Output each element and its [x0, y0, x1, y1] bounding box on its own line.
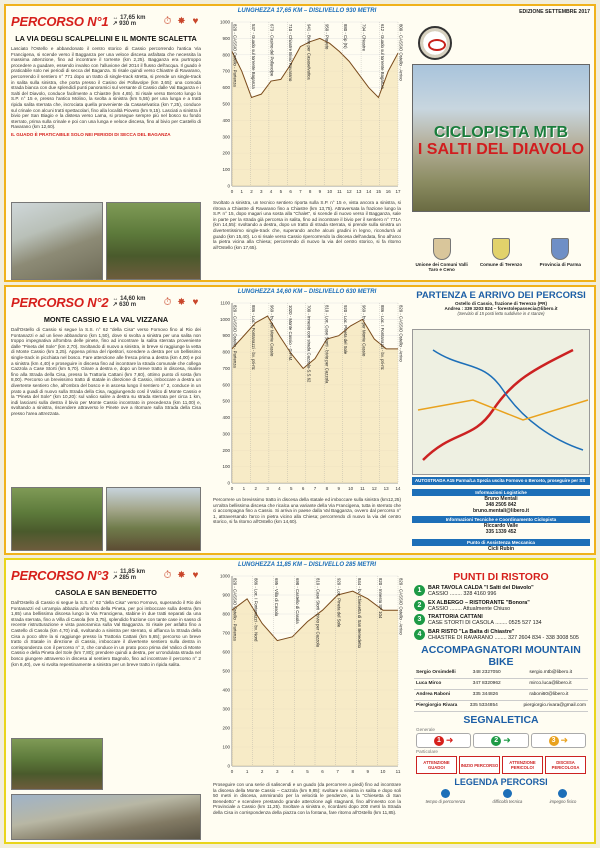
guide-name: Piergiorgio Rivara [416, 703, 458, 709]
y-tick-label: 900 [222, 35, 230, 41]
x-tick-label: 1 [245, 769, 249, 774]
route-2-title: PERCORSO N°2 [11, 294, 109, 310]
guide-phone: 335 344826 [472, 692, 499, 698]
x-tick-label: 11 [395, 769, 401, 774]
ristoro-number: 1 [414, 585, 425, 596]
y-tick-label: 400 [222, 415, 230, 421]
effort-icon: ♥ [192, 15, 199, 27]
y-tick-label: 700 [222, 365, 230, 371]
route-1-title: PERCORSO N°1 [11, 13, 109, 29]
waypoint-label: 820 - CASSIO Ostello - Partenza [232, 578, 238, 641]
ostello-address: Ostello di Cassio, frazione di Terenzo (PR) [454, 301, 548, 306]
x-tick-label: 12 [371, 486, 377, 491]
route-2-text: Dall'Ostello di Cassio si segue la S.S. n° 62 "della Cisa" verso Fornovo fino al Rio dei Fontanazzi e ad un lieve abbandono (km 1,50), dove si svolta a sinistra per una salita non troppo impegnativa all'ombra delle pinete, fino ad incontrare la salita sterrata proveniente dalle "Pineta del Sole" (km 2,70). Svoltando di nuovo a sinistra, in breve si raggiunge la vetta di Monte Cassio (km 3,25). Appena prima del ripetitori, scendere a destra per un bellissimo single-track in picchiata nel bosco. Fare attenzione alle fresca prima a destra (km 4,00) e poi a sinistra (km 4,40) e proseguire in discesa fino ad incontrare la strada comunale che collega Cazzola a Case Storti (km 5,70). Girare a destra e, dopo un breve tratto in discesa, risalire fino alla Strada della Cisa, presso la Trattoria Cattani (km 7,60), ottimo punto di sosta (km 8,00). Percorso un brevissimo tratto di statale in direzione di Cassio, imboccare a destra un divertente sentiero che, all'ombra del bosco e in ascesa lungo il sentiero n° 2, conduce in un prato a guadi di nuovo sulla Strada della Cisa, raggiungendo così il Valico di Monte Cassio e la "Pineta del Sole" (km 10,20): sul valico salire a destra su strada sterrata per circa 1 km, indi lasciarsi sulla destra il bivio per Monte Cassio incontrato in precedenza (km 11,00) e, svoltando a sinistra, riscendere attraverso le Pinete ove a ritornare sulla Strada della Cisa presso l'area attrezzata. [11, 327, 201, 416]
y-tick-label: 300 [222, 706, 230, 712]
warning-sign: INIZIO PERCORSO [459, 756, 500, 774]
y-tick-label: 700 [222, 68, 230, 74]
y-tick-label: 700 [222, 630, 230, 636]
legenda-title: LEGENDA PERCORSI [454, 777, 548, 788]
route-sign [473, 733, 528, 748]
route-sign [531, 733, 586, 748]
highway-line [418, 400, 588, 420]
guide-name: Andrea Raboni [416, 692, 451, 698]
mtb-icon: ✸ [177, 569, 186, 581]
guide-phone: 335 5334854 [469, 703, 498, 709]
waypoint-label: 673 - Casino del Pollavolpe [269, 24, 275, 77]
waypoint-label: 800 - CASSIO Ostello - Arrivo [398, 24, 404, 81]
x-tick-label: 11 [337, 189, 342, 194]
x-tick-label: 9 [318, 189, 322, 194]
guide-name: Luca Mirco [416, 681, 442, 687]
waypoint-label: 810 - Loc. Case Storti - bivio per Cazzola [324, 305, 330, 384]
route-1-description [6, 6, 206, 280]
y-tick-label: 1000 [219, 19, 230, 25]
ristoro-item [414, 600, 588, 613]
waypoint-label: 920 - Loc. Pineta del Sole [336, 578, 342, 628]
waypoint-label: 612 - Guado sul torrente Baganza [380, 24, 386, 89]
route-2-photo-road [106, 487, 201, 551]
waypoint-label: 537 - Guado sul torrente Baganza [250, 24, 256, 89]
mtb-icon: ✸ [177, 15, 186, 27]
x-tick-label: 16 [385, 189, 391, 194]
ristoro-place: CASSIO ........ Attualmente Chiuso [428, 605, 511, 612]
partner-logos [412, 238, 590, 272]
x-tick-label: 9 [366, 769, 370, 774]
x-tick-label: 10 [348, 486, 354, 491]
clock-icon: ⏱ [163, 15, 172, 27]
x-tick-label: 13 [383, 486, 389, 491]
ristoro-list [412, 585, 590, 641]
x-tick-label: 7 [336, 769, 339, 774]
clock-icon: ⏱ [163, 296, 172, 308]
route-2-band [4, 285, 596, 555]
guide-name: Sergio Orsimdelli [416, 670, 456, 676]
x-tick-label: 2 [254, 486, 257, 491]
guide-email: sergio.mtb@libero.it [529, 670, 573, 676]
route-sign-number: 1 [434, 736, 444, 746]
y-tick-label: 1100 [220, 300, 230, 306]
y-tick-label: 500 [222, 668, 230, 674]
x-tick-label: 6 [321, 769, 324, 774]
x-tick-label: 6 [289, 189, 292, 194]
partenza-title: PARTENZA E ARRIVO DEI PERCORSI [416, 290, 586, 301]
x-tick-label: 3 [276, 769, 279, 774]
x-tick-label: 13 [356, 189, 362, 194]
route-1-profile [208, 6, 406, 280]
x-tick-label: 4 [269, 189, 273, 194]
particolare-label: Particolare [416, 749, 438, 755]
route-sign-number: 3 [549, 736, 559, 746]
info-logistiche: Informazioni Logistiche Bruno Mentali 348 2505 842 bruno.mentali@libero.it [412, 489, 590, 514]
ristoro-number: 4 [414, 629, 425, 640]
waypoint-label: 698 - Castello di Casola [294, 578, 300, 624]
waypoint-label: 1020 - Monte Cassio - G.P.M. [287, 305, 293, 362]
x-tick-label: 3 [260, 189, 263, 194]
legend-item [426, 789, 466, 804]
waypoint-label: 794 - Chiastre [361, 24, 367, 51]
info-tecniche: Informazioni Tecniche e Coordinamento Ciclopista Riccardo Valle 335 1339 452 [412, 516, 590, 535]
x-tick-label: 4 [291, 769, 294, 774]
route-2-photo-trail [11, 487, 103, 551]
y-tick-label: 900 [222, 333, 230, 339]
y-tick-label: 1000 [219, 573, 230, 579]
main-title-line-2: I SALTI DEL DIAVOLO [417, 141, 585, 158]
x-tick-label: 10 [380, 769, 386, 774]
autostrada-directions: AUTOSTRADA A15 Parma/La Spezia uscita Fornovo o Berceto, proseguire per SS [412, 477, 590, 485]
route-sign [416, 733, 471, 748]
x-tick-label: 7 [313, 486, 317, 491]
ristoro-place: CASSIO ........ 328 4160 996 [428, 591, 497, 598]
waypoint-label: 820 - Innesto SP 104 [377, 578, 383, 619]
legend-item [493, 789, 523, 804]
legenda-items [412, 789, 590, 804]
route-3-title: PERCORSO N°3 [11, 567, 109, 583]
route-arrows [416, 733, 586, 748]
ristoro-number: 2 [414, 600, 425, 611]
x-tick-label: 5 [279, 189, 283, 194]
y-tick-label: 900 [222, 592, 230, 598]
waypoint-label: 886 - Loc. I Fontanazzi - bv. pti-rtc [380, 305, 386, 370]
y-tick-label: 200 [222, 725, 230, 731]
route-1-band [4, 4, 596, 282]
route-2-profile-title: LUNGHEZZA 14,60 KM – DISLIVELLO 630 METRI [237, 289, 377, 295]
main-title-line-1: CICLOPISTA MTB [433, 124, 569, 141]
warning-signs [416, 756, 586, 774]
y-tick-label: 600 [222, 649, 230, 655]
legend-label: difficoltà tecnica [492, 799, 523, 805]
x-tick-label: 1 [240, 189, 244, 194]
legend-item [550, 789, 577, 804]
waypoint-label: 820 - CASSIO Ostello - Partenza [232, 24, 238, 87]
warning-sign: ATTENZIONE GUADO! [416, 756, 457, 774]
x-tick-label: 6 [301, 486, 305, 491]
ostello-note: (Servizio di 15 posti letto suddivise in 4 stanze) [457, 311, 545, 316]
river-line [433, 350, 583, 450]
y-tick-label: 100 [222, 744, 230, 750]
area-map [412, 329, 590, 475]
x-tick-label: 12 [346, 189, 352, 194]
ristoro-name: EX ALBERGO – RISTORANTE "Bonora" [428, 599, 530, 606]
title-panel [408, 6, 594, 280]
guide-row [414, 690, 588, 701]
ristoro-title: PUNTI DI RISTORO [453, 571, 549, 583]
x-tick-label: 2 [250, 189, 253, 194]
terenzo-logo: Comune di Terenzo [473, 238, 528, 272]
arrow-right-icon: ➜ [445, 735, 454, 746]
ciclopista-logo [418, 26, 452, 60]
route-1-elevation-chart [212, 18, 402, 198]
route-1-warning: IL GUADO È PRATICABILE SOLO NEI PERIODI DI SECCA DEL BAGANZA [11, 131, 171, 137]
x-tick-label: 7 [299, 189, 302, 194]
waypoint-label: 969 - bv. per Monte Cassio [269, 305, 275, 357]
effort-icon: ♥ [192, 296, 199, 308]
route-1-text: Lasciato l'Ostello e abbandonato il centro storico di Cassio percorrendo l'antica Via Francigena, si scende verso il Bagganza per una veloce discesa asfaltata che necessita la massima attenzione, fino ad incontrare il torrente (km 2,25). Bagganza era purtroppo procedere a guadare, essendo invalso con l'alluvione del 2014 il flusso dell'acqua. Il guado è praticabile solo nei periodi di secca del Baganza. Si risale quindi verso Chiastre di Ravarano, percorrendo il sentiero n° 771 dopo un tratto di single-track stretta, si prende un single-track in salita sulla sinistra, che porta presso il Casino dei Pollavolpe (km 3,65): una comoda strada bianca con due splendidi punti panoramici sul versante di Cassio dalle Val Baganza e i Salti del Diavolo, conduce facilmente a Chiastre (km 4,65). Si risale verso Berceto lungo la S.P. n° 15 e, presso l'antico Molino, la svolta a sinistra (km 5,55) per una lunga e a tratti ripida salita sterrata che, incrociata quella proveniente da Casaselvatica (km 7,25), conduce sul crinale con alcuni tratti spettacolari, fino alla località Pioveto (km 9,15). Lasciati a sinistra il bivio per San Biagio e la distesa verso Lama, si prosegue sempre più nel bosco su fondo sterrato, prima sulla crinale e poi con una lunga e veloce discesa, fino al bivio per Castello di Ravarano (km 12,60). IL GUADO È PRATICABILE SOLO NEI PERIODI DI SECCA DEL BAGANZA [11, 46, 201, 137]
edition-label: EDIZIONE SETTEMBRE 2017 [519, 9, 590, 15]
route-3-photo-village [11, 738, 103, 790]
route-2-elevation-chart [212, 299, 402, 495]
ristoro-item [414, 614, 588, 627]
route-2-description [6, 287, 206, 553]
y-tick-label: 800 [222, 611, 230, 617]
x-tick-label: 0 [230, 486, 234, 491]
route-1-photo-forest [106, 202, 201, 280]
guide-row [414, 701, 588, 712]
waypoint-label: 844 - bv. Chiesetta di San Benedetto [357, 578, 362, 648]
waypoint-label: 820 - CASSIO Ostello - Arrivo [398, 578, 404, 635]
x-tick-label: 0 [230, 189, 234, 194]
route-1-profile-title: LUNGHEZZA 17,65 KM – DISLIVELLO 930 METRI [237, 8, 377, 14]
y-tick-label: 1000 [219, 316, 230, 322]
x-tick-label: 8 [325, 486, 329, 491]
y-tick-label: 600 [222, 85, 230, 91]
guide-email: piergiorgio.rivara@gmail.com [523, 703, 586, 709]
accompagnatori-title: ACCOMPAGNATORI MOUNTAIN BIKE [421, 644, 581, 669]
y-tick-label: 500 [222, 101, 230, 107]
waypoint-label: 941 - Bivio per Casaselvatica [306, 24, 312, 80]
x-tick-label: 14 [366, 189, 372, 194]
route-1-stats: ↔ 17,65 km ↗ 930 m [112, 15, 146, 27]
y-tick-label: 100 [222, 167, 230, 173]
route-3-description [6, 560, 206, 842]
start-info-panel [408, 287, 594, 553]
clock-icon: ⏱ [163, 569, 172, 581]
waypoint-label: 820 - CASSIO Ostello - Arrivo [398, 305, 404, 362]
legend-label: impegno fisico [549, 799, 577, 805]
waypoint-label: 710 - Chiastre Bivio Ravarano [287, 24, 293, 82]
x-tick-label: 0 [230, 769, 234, 774]
guide-email: mirco.luca@libero.it [529, 681, 572, 687]
route-1-difficulty [162, 16, 201, 27]
route-3-text-2: Proseguire con una serie di saliscendi e un guado (da percorrere a piedi) fino ad incontrare la discesa della Monte Cassio – Cazzola (km 9,85): svoltare a sinistra in salita e dopo soli 50 metri in discesa, ammirando per la velocità le pendenze, a la "Chiesetta di San Benedetto" e scendere prestando grande attenzione agli stagnanti, fino all'innesto con la Provinciale a Cassio (km 11,25). Svoltare a sinistra e, ricordarsi dopo 200 metri la Strada della Cisa in corrispondenza della piazza con la fontana, fare ritorno all'Ostello (km 11,85). [213, 782, 401, 815]
y-tick-label: 0 [227, 480, 230, 486]
route-1-photo-rocks [11, 202, 103, 280]
parma-logo: Provincia di Parma [533, 238, 588, 272]
x-tick-label: 11 [360, 486, 365, 491]
x-tick-label: 15 [375, 189, 381, 194]
generale-label: Generale [416, 727, 435, 733]
route-3-stats: ↔ 11,85 km ↗ 285 m [112, 569, 146, 581]
x-tick-label: 9 [337, 486, 340, 491]
route-3-band [4, 558, 596, 844]
route-sign-number: 2 [491, 736, 501, 746]
arrow-right-icon: ➜ [503, 735, 511, 746]
ristoro-place: CASE STORTI DI CASOLA ........ 0525 527 134 [428, 620, 542, 627]
x-tick-label: 3 [266, 486, 269, 491]
route-3-photo-rocks [11, 794, 201, 840]
ristoro-number: 3 [414, 614, 425, 625]
x-tick-label: 1 [242, 486, 246, 491]
ristoro-name: BAR TAVOLA CALDA "I Salti del Diavolo" [428, 585, 534, 591]
waypoint-label: 886 - Loc. I Fontanazzi - bv. pti-rtc [250, 305, 256, 370]
waypoint-label: 950 - Pioveto [324, 24, 330, 50]
guide-phone: 347 8320962 [472, 681, 501, 687]
x-tick-label: 14 [395, 486, 401, 491]
effort-icon: ♥ [192, 569, 199, 581]
route-2-stats: ↔ 14,60 km ↗ 630 m [112, 296, 146, 308]
arrow-right-icon: ➜ [560, 735, 569, 746]
legend-icon [503, 789, 512, 798]
waypoint-label: 969 - bv. per Monte Cassio [361, 305, 367, 357]
legend-label: tempo di percorrenza [425, 799, 466, 805]
segnaletica-title: SEGNALETICA [463, 714, 539, 727]
x-tick-label: 10 [327, 189, 333, 194]
ristoro-item [414, 585, 588, 598]
route-3-text: Dall'Ostello di Cassio si segue la S.S. n° 62 "della Cisa" verso Fornovo, superando il Rio dei Fontanazzi ed un'ampia abbazia all'ombra della Pineta, per poi imboccare sulla destra (km 1,65) una bellissima discesa lungo la Via Francigena, stabine in due tratti separati da una strada sterrata, fino a Villa di Casola (km 3,75), splendido frazione con tante case in sasso di recente ristrutturazione e vista panoramica sulla Val Bagganza. Si risale per asfalto fino a Castello di Casola (km 4,70) indi, svoltando a sinistra per sterrato, si affianca la Strada della Cisa a poco oltre la si raggiunge presso la Trattoria Cattani (km 5,65); percorso un breve tratto di Statale in direzione di Cassio, imboccare il divertente sentiero sulla destra in corrispondenza con il percorso n° 2, che conduce in un prato poco prima del Valico di Monte Cassio e della Pineta del Sole (km 7,80); prendere quindi a destra, per un'ondulata strada nel bosco giungere attraverso in discesa al sentiero Bagnolo, fino ad incontrare il percorso n° 2 (km 8,40), ove si svolta repentinamente a sinistra per un breve tratto in ripida salita. [11, 600, 201, 667]
route-3-elevation-chart [212, 572, 402, 778]
ristoro-place: CHIASTRE DI RAVARANO ........ 327 2604 834 - 338 3008 505 [428, 635, 579, 642]
y-tick-label: 600 [222, 382, 230, 388]
y-tick-label: 200 [222, 447, 230, 453]
ristoro-item [414, 629, 588, 642]
y-tick-label: 0 [227, 183, 230, 189]
x-tick-label: 5 [306, 769, 309, 774]
route-3-profile-title: LUNGHEZZA 11,85 KM – DISLIVELLO 285 METRI [237, 562, 377, 568]
legend-icon [441, 789, 450, 798]
legend-icon [558, 789, 567, 798]
guide-row [414, 679, 588, 690]
route-3-subtitle: CASOLA E SAN BENEDETTO [55, 588, 157, 597]
guide-phone: 348 2327050 [472, 670, 501, 676]
waypoint-label: 810 - Case Storti - bivio per Cazzola [315, 578, 321, 648]
x-tick-label: 17 [395, 189, 401, 194]
route-2-subtitle: MONTE CASSIO E LA VAL VIZZANA [43, 315, 169, 324]
ristoro-name: BAR RISTO "La Balta di Chiastre" [428, 628, 515, 635]
waypoint-label: 700 - Innesto con strada Cazzola-S.S.62 [306, 305, 312, 383]
info-assistenza: Punto di Assistenza Meccanica Cicli Rubin [412, 539, 590, 552]
waypoint-label: 695 - Villa di Casola [274, 578, 279, 617]
y-tick-label: 500 [222, 398, 230, 404]
y-tick-label: 800 [222, 349, 230, 355]
unione-logo: Unione dei Comuni Valli Taro e Ceno [414, 238, 469, 272]
guide-email: raboni60@libero.it [529, 692, 569, 698]
x-tick-label: 8 [351, 769, 354, 774]
y-tick-label: 400 [222, 687, 230, 693]
y-tick-label: 200 [222, 150, 230, 156]
y-tick-label: 300 [222, 134, 230, 140]
y-tick-label: 400 [222, 117, 230, 123]
warning-sign: ATTENZIONE PERICOLO! [502, 756, 543, 774]
x-tick-label: 8 [308, 189, 312, 194]
ostello-contact: Andrea : 339 3203 824 – forestolepassecia@libero.it [444, 306, 558, 311]
mtb-icon: ✸ [177, 296, 186, 308]
route-1-subtitle: LA VIA DEGLI SCALPELLINI E IL MONTE SCALETTA [15, 34, 197, 43]
waypoint-label: 920 - Loc. Pineta del Sole [343, 305, 349, 355]
waypoint-label: 886 - Loc. I Fontanazzi - bv. Nord [253, 578, 259, 642]
waypoint-label: 820 - CASSIO Ostello - Partenza [232, 305, 238, 368]
accompagnatori-list [412, 668, 590, 712]
waypoint-label: 880 - Cip (N) [343, 24, 349, 49]
y-tick-label: 800 [222, 52, 230, 58]
x-tick-label: 2 [260, 769, 264, 774]
route-2-text-2: Percorrere un brevissimo tratto in discesa della statale ed imboccare sulla sinistra (km12,25) un'altra bellissima discesa che ricalca una variante della Via Francigena, tutta in sterrato che ci accompagna fino a Cassio. Si arriva in paese dalla Val Bagganza, ovvero dal percorso n° 1, attraversando l'arco in pietra vicino alla Chiesa; percorrendo di nuovo la via del centro storico, si fa ritorno all'Ostello (km 14,60). [213, 497, 401, 525]
ristoro-name: TRATTORIA CATTANI [428, 614, 483, 621]
y-tick-label: 300 [222, 431, 230, 437]
x-tick-label: 5 [290, 486, 293, 491]
route-3-profile [208, 560, 406, 842]
y-tick-label: 100 [222, 464, 230, 470]
y-tick-label: 0 [227, 763, 230, 769]
guide-row [414, 668, 588, 679]
x-tick-label: 4 [278, 486, 281, 491]
route-2-profile [208, 287, 406, 553]
warning-sign: DISCESA PERICOLOSA [545, 756, 586, 774]
route-1-text-2: Svoltato a sinistra, un tecnico sentiero riporta sulla S.P. n° 15 e, vista ancora a sinistra, si ritrova a Chiastre di Ravarano fino a Chiastre (km 13,75). Attraversata la frazione lungo la S.P. n° 15, dopo magari una sosta alla "Chalet", si scende di nuovo verso il Bagganza, sale in parte per la strada già percorsa in salita, fino ad incontrare il bivio per il sentiero n° 771A (km 14,55): svoltando a destra, dopo un tratto di strada sterrata, si prende sulla sinistra un divertentissimo single-track che, superando anche alcuni gradini in legno, ricondurrà al guado (km 15,40). Lo si risale verso Cassio ripercorrendo la discesa dell'andata, fino all'arco la pietra vicina alla Chiesa; percorrendo di nuovo la via del centro storico, si fa ritorno all'Ostello (km 17,65). [213, 200, 401, 250]
services-panel [408, 560, 594, 842]
